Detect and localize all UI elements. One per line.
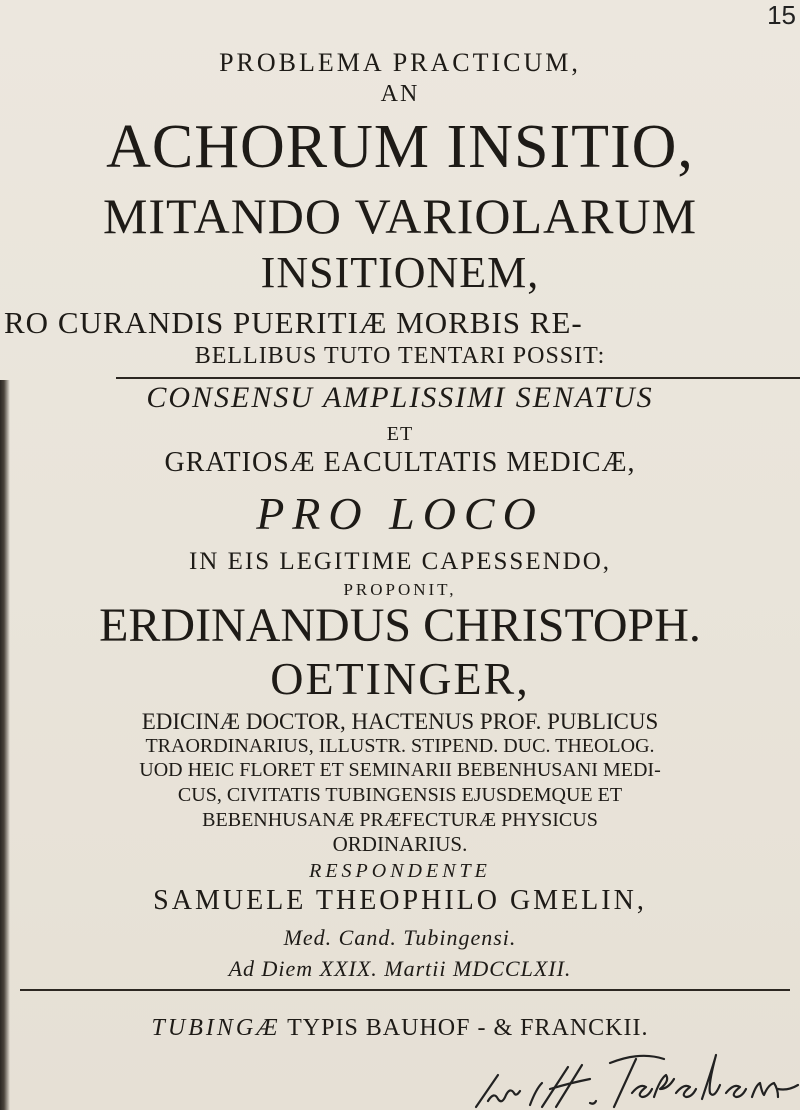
author-first-name: ERDINANDUS CHRISTOPH. (99, 599, 701, 652)
proponit-line: PROPONIT, (343, 580, 457, 599)
handwritten-signature (470, 1045, 800, 1110)
author-description-5: BEBENHUSANÆ PRÆFECTURÆ PHYSICUS (202, 809, 598, 831)
pro-loco-line: PRO LOCO (256, 488, 544, 539)
respondent-name: SAMUELE THEOPHILO GMELIN, (153, 885, 647, 916)
heading-pro-curandis: RO CURANDIS PUERITIÆ MORBIS RE- (4, 305, 583, 340)
in-eis-line: IN EIS LEGITIME CAPESSENDO, (188, 548, 612, 575)
heading-bellibus: BELLIBUS TUTO TENTARI POSSIT: (194, 343, 606, 369)
respondente-label: RESPONDENTE (309, 860, 491, 882)
author-description-4: CUS, CIVITATIS TUBINGENSIS EJUSDEMQUE ET (177, 784, 623, 806)
heading-achorum: ACHORUM INSITIO, (106, 113, 694, 181)
heading-insitionem: INSITIONEM, (260, 248, 540, 297)
consensu-line: CONSENSU AMPLISSIMI SENATUS (146, 381, 654, 414)
divider-rule-bottom (20, 989, 790, 991)
divider-rule-top (116, 377, 800, 379)
heading-an: AN (380, 81, 420, 107)
disputation-date: Ad Diem XXIX. Martii MDCCLXII. (228, 956, 572, 981)
author-description-2: TRAORDINARIUS, ILLUSTR. STIPEND. DUC. THEOLOG. (145, 735, 655, 757)
author-description-3: UOD HEIC FLORET ET SEMINARII BEBENHUSANI MEDI- (139, 759, 661, 781)
gratiosae-line: GRATIOSÆ EACULTATIS MEDICÆ, (164, 447, 636, 478)
heading-problema: PROBLEMA PRACTICUM, (219, 48, 581, 77)
author-last-name: OETINGER, (270, 653, 530, 704)
imprint-line (0, 1015, 800, 1042)
corner-page-mark: 15 (767, 0, 796, 30)
author-description-6: ORDINARIUS. (332, 832, 468, 856)
author-description-1: EDICINÆ DOCTOR, HACTENUS PROF. PUBLICUS (141, 709, 659, 734)
imprint-city: TUBINGÆ (151, 1015, 281, 1041)
imprint-printer: TYPIS BAUHOF - & FRANCKII. (287, 1015, 649, 1041)
et-line: ET (386, 423, 414, 445)
heading-mitando: MITANDO VARIOLARUM (102, 188, 698, 244)
respondent-med-cand: Med. Cand. Tubingensi. (283, 925, 517, 950)
